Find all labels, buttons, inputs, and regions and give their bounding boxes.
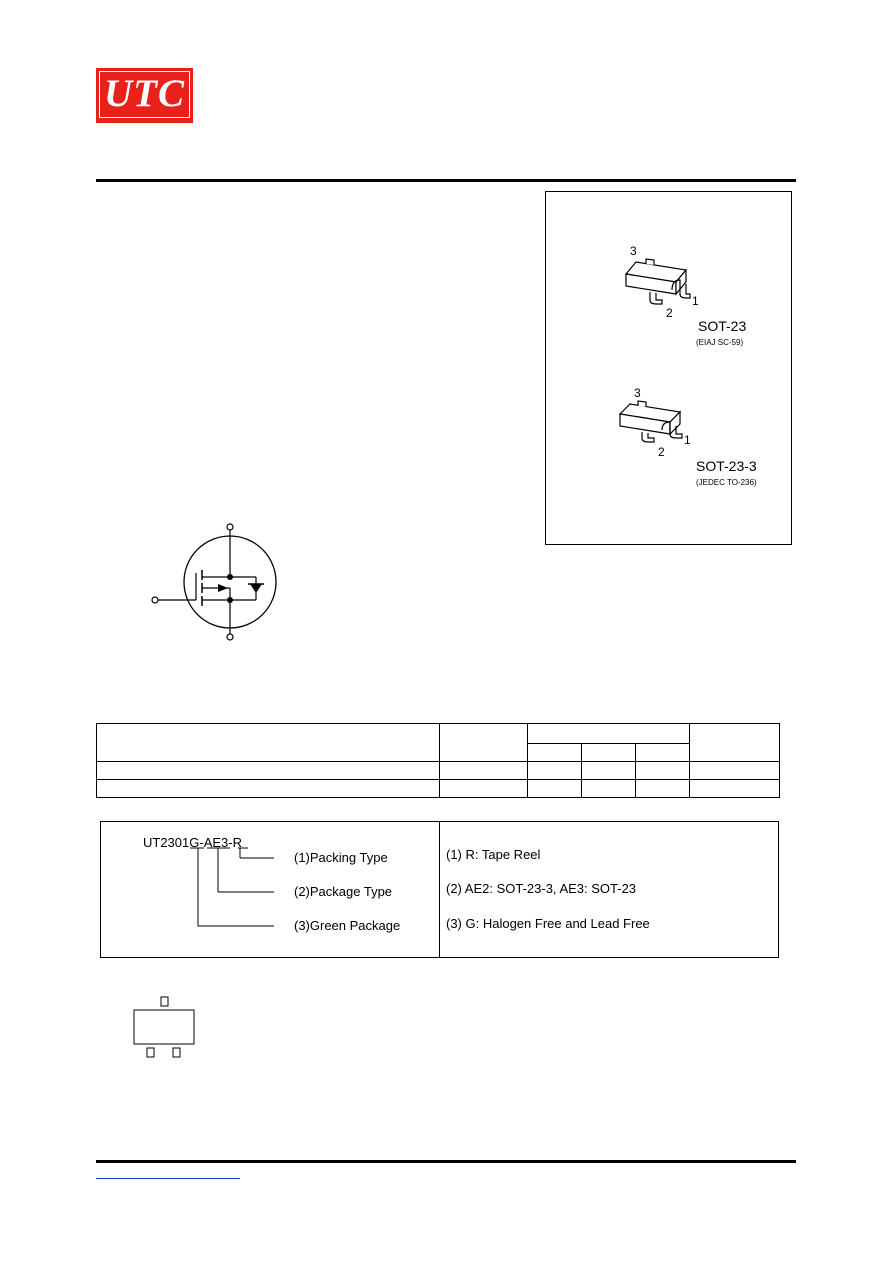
footer-rule bbox=[96, 1160, 796, 1163]
marking-outline-drawing bbox=[132, 996, 198, 1064]
table-cell bbox=[690, 762, 780, 780]
table-header-cell bbox=[528, 724, 690, 744]
table-header-cell bbox=[528, 744, 582, 762]
sot23-pin2-label: 2 bbox=[666, 306, 673, 320]
table-cell bbox=[97, 762, 440, 780]
package-type-label: (2)Package Type bbox=[294, 884, 393, 899]
part-number-packing: R bbox=[232, 835, 243, 850]
header-rule bbox=[96, 179, 796, 182]
part-number-green: G bbox=[189, 835, 200, 850]
table-cell bbox=[97, 780, 440, 798]
sot23-3-pin2-label: 2 bbox=[658, 445, 665, 459]
ordering-info-table bbox=[96, 723, 780, 798]
green-package-label: (3)Green Package bbox=[294, 918, 401, 933]
table-cell bbox=[582, 780, 636, 798]
table-header-cell bbox=[636, 744, 690, 762]
mosfet-schematic-symbol bbox=[146, 518, 286, 644]
sot23-name: SOT-23 bbox=[698, 318, 747, 334]
table-row bbox=[97, 780, 780, 798]
table-cell bbox=[528, 762, 582, 780]
table-cell bbox=[440, 780, 528, 798]
sot23-pin3-label: 3 bbox=[630, 244, 637, 258]
sot23-3-pin3-label: 3 bbox=[634, 386, 641, 400]
part-number-leader-lines bbox=[190, 846, 300, 936]
sot23-pin1-label: 1 bbox=[692, 294, 699, 308]
table-header-cell bbox=[440, 724, 528, 762]
part-number-package: AE3 bbox=[203, 835, 229, 850]
sot23-standard: (EIAJ SC-59) bbox=[696, 338, 744, 347]
packing-type-description: (1) R: Tape Reel bbox=[446, 847, 541, 862]
utc-logo bbox=[96, 68, 193, 123]
table-header-cell bbox=[690, 724, 780, 762]
table-header-cell bbox=[582, 744, 636, 762]
part-number-sep: - bbox=[199, 835, 204, 850]
sot23-3-standard: (JEDEC TO-236) bbox=[696, 478, 757, 487]
table-header-cell bbox=[97, 724, 440, 762]
package-outline-box bbox=[545, 191, 792, 545]
package-type-description: (2) AE2: SOT-23-3, AE3: SOT-23 bbox=[446, 881, 637, 896]
table-row bbox=[97, 762, 780, 780]
part-number-base: UT2301 bbox=[143, 835, 190, 850]
website-link-underline[interactable] bbox=[96, 1178, 240, 1179]
sot23-3-name: SOT-23-3 bbox=[696, 458, 757, 474]
table-cell bbox=[690, 780, 780, 798]
table-cell bbox=[440, 762, 528, 780]
sot23-3-pin1-label: 1 bbox=[684, 433, 691, 447]
table-cell bbox=[636, 780, 690, 798]
table-cell bbox=[528, 780, 582, 798]
part-number-sep: - bbox=[228, 835, 233, 850]
packing-type-label: (1)Packing Type bbox=[294, 850, 388, 865]
green-package-description: (3) G: Halogen Free and Lead Free bbox=[446, 916, 650, 931]
table-cell bbox=[582, 762, 636, 780]
logo-text: UTC bbox=[104, 72, 185, 115]
table-cell bbox=[636, 762, 690, 780]
decoding-box-divider bbox=[439, 821, 440, 958]
